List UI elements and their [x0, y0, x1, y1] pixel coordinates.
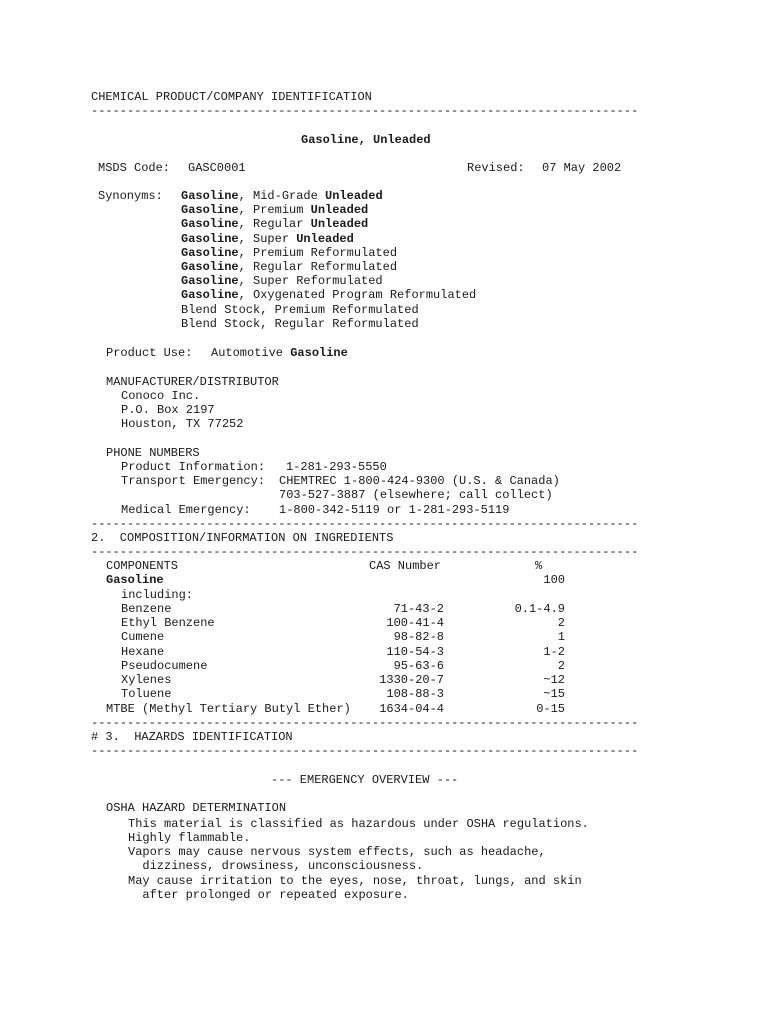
revised-date: 07 May 2002: [542, 161, 622, 175]
transport-label: Transport Emergency:: [121, 474, 266, 488]
divider: ----------------------------------------------------------------------------: [91, 104, 639, 118]
manufacturer-line: Houston, TX 77252: [121, 417, 244, 431]
product-use-label: Product Use:: [106, 346, 193, 360]
synonym-text: , Mid-Grade: [238, 189, 326, 203]
component-main: Gasoline: [106, 573, 164, 587]
manufacturer-heading: MANUFACTURER/DISTRIBUTOR: [106, 375, 279, 389]
product-info-phone: 1-281-293-5550: [286, 460, 387, 474]
synonym-text: , Regular: [238, 217, 311, 231]
component-pct: 2: [557, 659, 565, 673]
emergency-overview: --- EMERGENCY OVERVIEW ---: [271, 773, 459, 787]
manufacturer-line: Conoco Inc.: [121, 389, 201, 403]
component-cas: 108-88-3: [386, 687, 444, 701]
synonym-text: Blend Stock, Regular Reformulated: [181, 317, 419, 331]
component-cas: 100-41-4: [386, 616, 444, 630]
phone-heading: PHONE NUMBERS: [106, 446, 200, 460]
synonym-item: [181, 303, 419, 317]
component-name: Benzene: [121, 602, 172, 616]
component-cas: 71-43-2: [393, 602, 444, 616]
synonym-item: [181, 288, 476, 302]
product-use-plain: Automotive: [211, 346, 284, 360]
synonym-bold: Gasoline: [181, 274, 239, 288]
synonym-text: , Regular Reformulated: [238, 260, 398, 274]
synonym-bold: Gasoline: [181, 246, 239, 260]
synonym-text: , Premium Reformulated: [238, 246, 398, 260]
component-cas: 95-63-6: [393, 659, 444, 673]
divider: ----------------------------------------------------------------------------: [91, 545, 639, 559]
col-pct: %: [535, 559, 543, 573]
component-name: Hexane: [121, 645, 165, 659]
component-pct: ~12: [543, 673, 565, 687]
synonym-item: [181, 189, 383, 203]
hazard-line: Highly flammable.: [128, 831, 251, 845]
synonym-text: Blend Stock, Premium Reformulated: [181, 303, 419, 317]
component-pct: 1-2: [543, 645, 565, 659]
medical-label: Medical Emergency:: [121, 503, 251, 517]
component-pct: ~15: [543, 687, 565, 701]
synonyms-label: Synonyms:: [98, 189, 163, 203]
divider: ----------------------------------------------------------------------------: [91, 716, 639, 730]
revised-label: Revised:: [467, 161, 525, 175]
manufacturer-line: P.O. Box 2197: [121, 403, 215, 417]
hazard-line: Vapors may cause nervous system effects, such as headache,: [128, 845, 546, 859]
divider: ----------------------------------------------------------------------------: [91, 517, 639, 531]
medical-phone: 1-800-342-5119 or 1-281-293-5119: [279, 503, 510, 517]
synonym-bold: Gasoline: [181, 217, 239, 231]
synonym-bold: Gasoline: [181, 189, 239, 203]
synonym-bold-suffix: Unleaded: [325, 189, 383, 203]
product-use-value: [211, 346, 348, 360]
msds-code-value: GASC0001: [188, 161, 246, 175]
osha-heading: OSHA HAZARD DETERMINATION: [106, 801, 287, 815]
component-name: Xylenes: [121, 673, 172, 687]
component-name: Cumene: [121, 630, 165, 644]
divider: ----------------------------------------------------------------------------: [91, 744, 639, 758]
transport-phone-alt: 703-527-3887 (elsewhere; call collect): [279, 488, 553, 502]
product-use-bold: Gasoline: [290, 346, 348, 360]
synonym-bold-suffix: Unleaded: [310, 217, 369, 231]
product-info-label: Product Information:: [121, 460, 266, 474]
component-pct: 2: [557, 616, 565, 630]
synonym-item: [181, 246, 397, 260]
component-pct: 0.1-4.9: [514, 602, 565, 616]
hazard-line: May cause irritation to the eyes, nose, throat, lungs, and skin: [128, 874, 582, 888]
component-cas: 98-82-8: [393, 630, 444, 644]
component-cas: 110-54-3: [386, 645, 444, 659]
section-3-title: # 3. HAZARDS IDENTIFICATION: [91, 730, 293, 744]
mtbe-cas: 1634-04-4: [379, 702, 444, 716]
component-name: Toluene: [121, 687, 172, 701]
msds-code-label: MSDS Code:: [98, 161, 171, 175]
synonym-text: , Super: [238, 232, 297, 246]
col-components: COMPONENTS: [106, 559, 179, 573]
synonym-item: [181, 232, 354, 246]
component-main-pct: 100: [543, 573, 565, 587]
col-cas: CAS Number: [369, 559, 442, 573]
section-2-title: 2. COMPOSITION/INFORMATION ON INGREDIENTS: [91, 531, 394, 545]
mtbe-pct: 0-15: [536, 702, 565, 716]
including-label: including:: [121, 588, 194, 602]
component-name: Pseudocumene: [121, 659, 208, 673]
hazard-line: after prolonged or repeated exposure.: [128, 888, 409, 902]
synonym-text: , Super Reformulated: [238, 274, 383, 288]
synonym-bold-suffix: Unleaded: [310, 203, 369, 217]
synonym-item: [181, 274, 383, 288]
synonym-bold-suffix: Unleaded: [296, 232, 354, 246]
synonym-text: , Premium: [238, 203, 311, 217]
component-pct: 1: [557, 630, 565, 644]
synonym-bold: Gasoline: [181, 288, 239, 302]
synonym-bold: Gasoline: [181, 203, 239, 217]
hazard-line: This material is classified as hazardous under OSHA regulations.: [128, 817, 589, 831]
section-1-title: CHEMICAL PRODUCT/COMPANY IDENTIFICATION: [91, 90, 372, 104]
transport-phone: CHEMTREC 1-800-424-9300 (U.S. & Canada): [279, 474, 560, 488]
synonym-bold: Gasoline: [181, 260, 239, 274]
product-name: Gasoline, Unleaded: [301, 133, 431, 147]
hazard-line: dizziness, drowsiness, unconsciousness.: [128, 859, 424, 873]
mtbe-name: MTBE (Methyl Tertiary Butyl Ether): [106, 702, 351, 716]
synonym-item: [181, 217, 368, 231]
synonym-item: [181, 317, 419, 331]
synonym-bold: Gasoline: [181, 232, 239, 246]
synonym-text: , Oxygenated Program Reformulated: [238, 288, 477, 302]
synonym-item: [181, 203, 368, 217]
synonym-item: [181, 260, 397, 274]
component-cas: 1330-20-7: [379, 673, 444, 687]
component-name: Ethyl Benzene: [121, 616, 215, 630]
